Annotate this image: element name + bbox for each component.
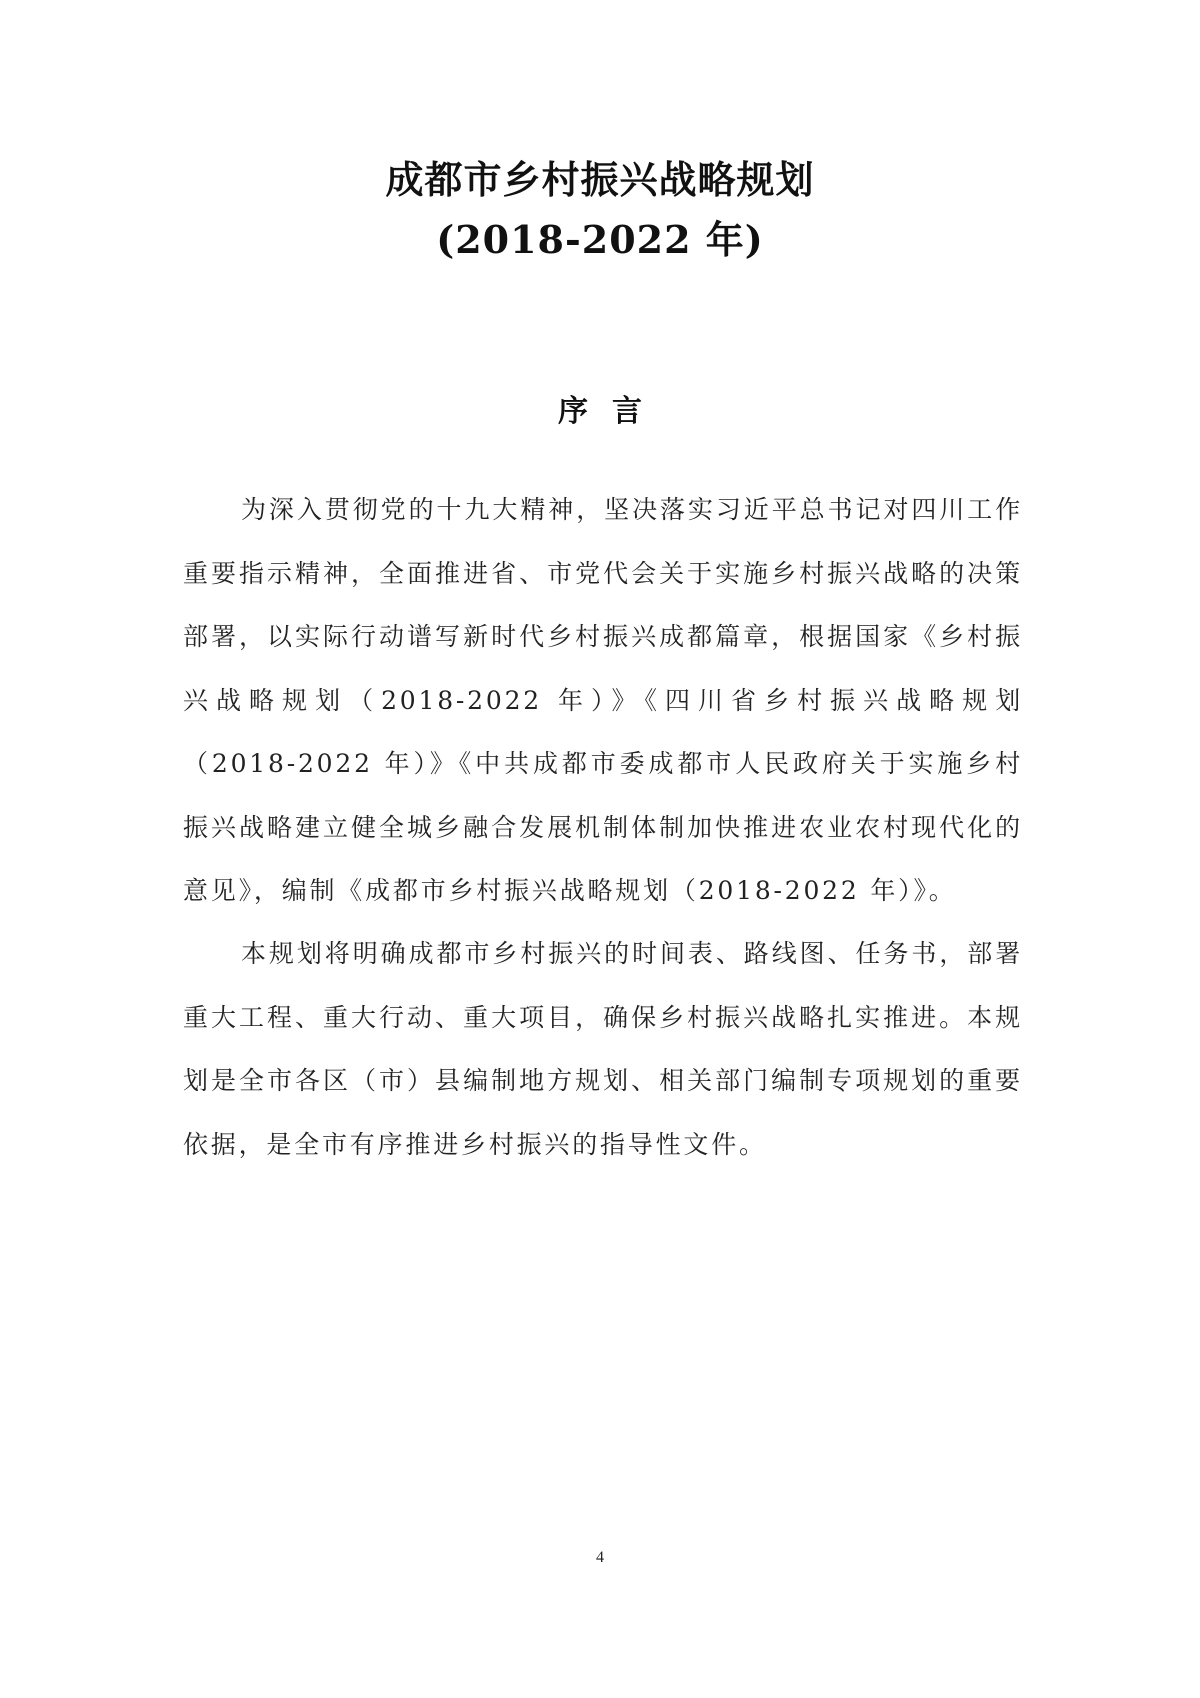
- preface-paragraph-1: 为深入贯彻党的十九大精神，坚决落实习近平总书记对四川工作重要指示精神，全面推进省、市党代会关于实施乡村振兴战略的决策部署，以实际行动谱写新时代乡村振兴成都篇章，根据国家《乡村振兴战略规划（2018-2022 年）》《四川省乡村振兴战略规划（2018-2022 年）》《中共成都市委成都市人民政府关于实施乡村振兴战略建立健全城乡融合发展机制体制加快推进农业农村现代化的意见》，编制《成都市乡村振兴战略规划（2018-2022 年）》。: [183, 495, 1023, 905]
- preface-paragraph-2: 本规划将明确成都市乡村振兴的时间表、路线图、任务书，部署重大工程、重大行动、重大项目，确保乡村振兴战略扎实推进。本规划是全市各区（市）县编制地方规划、相关部门编制专项规划的重要依据，是全市有序推进乡村振兴的指导性文件。: [183, 939, 1023, 1159]
- document-title: 成都市乡村振兴战略规划: [385, 157, 815, 202]
- document-subtitle: (2018-2022 年): [436, 217, 764, 262]
- section-heading: 序言: [558, 394, 666, 429]
- page-number: 4: [596, 1549, 604, 1566]
